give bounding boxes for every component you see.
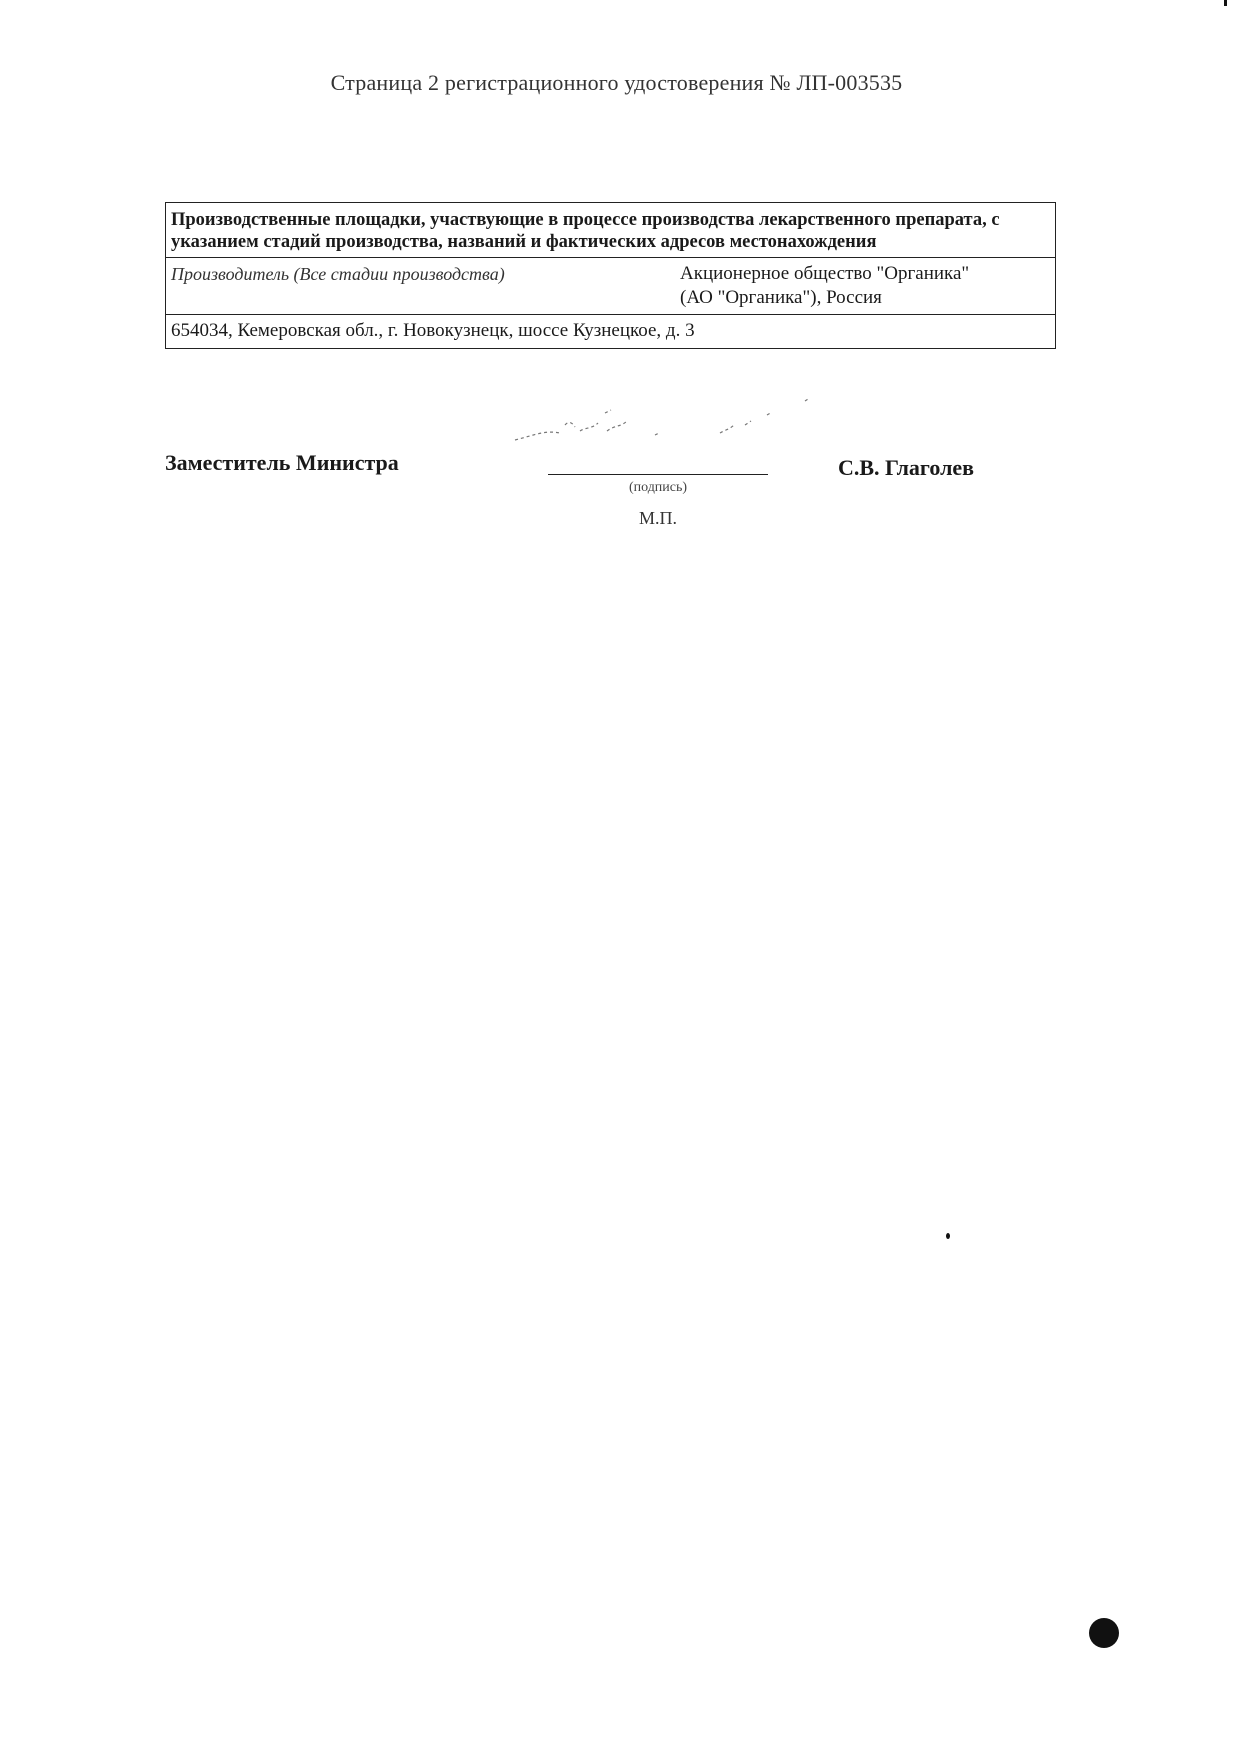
company-short-name-line: (АО "Органика"), Россия <box>680 287 882 308</box>
manufacturer-address: 654034, Кемеровская обл., г. Новокузнецк, шоссе Кузнецкое, д. 3 <box>166 315 1056 349</box>
signature-scribble <box>505 395 825 455</box>
page-header: Страница 2 регистрационного удостоверения № ЛП-003535 <box>330 70 903 95</box>
stamp-mark: М.П. <box>638 508 677 528</box>
production-sites-table <box>165 202 1056 349</box>
signature-line <box>548 474 768 475</box>
scan-dot <box>1224 0 1227 6</box>
manufacturer-company <box>680 258 1056 315</box>
manufacturer-role: Производитель (Все стадии производства) <box>166 258 681 315</box>
signature-caption: (подпись) <box>628 480 688 495</box>
table-heading: Производственные площадки, участвующие в процессе производства лекарственного препарата, с указанием стадий производства, названий и фактических адресов местонахождения <box>166 203 1056 258</box>
signatory-title: Заместитель Министра <box>165 450 399 475</box>
company-name-line: Акционерное общество "Органика" <box>680 263 970 284</box>
signatory-name: С.В. Глаголев <box>838 455 975 480</box>
scan-dot <box>1089 1618 1119 1648</box>
scan-dot <box>946 1233 950 1239</box>
